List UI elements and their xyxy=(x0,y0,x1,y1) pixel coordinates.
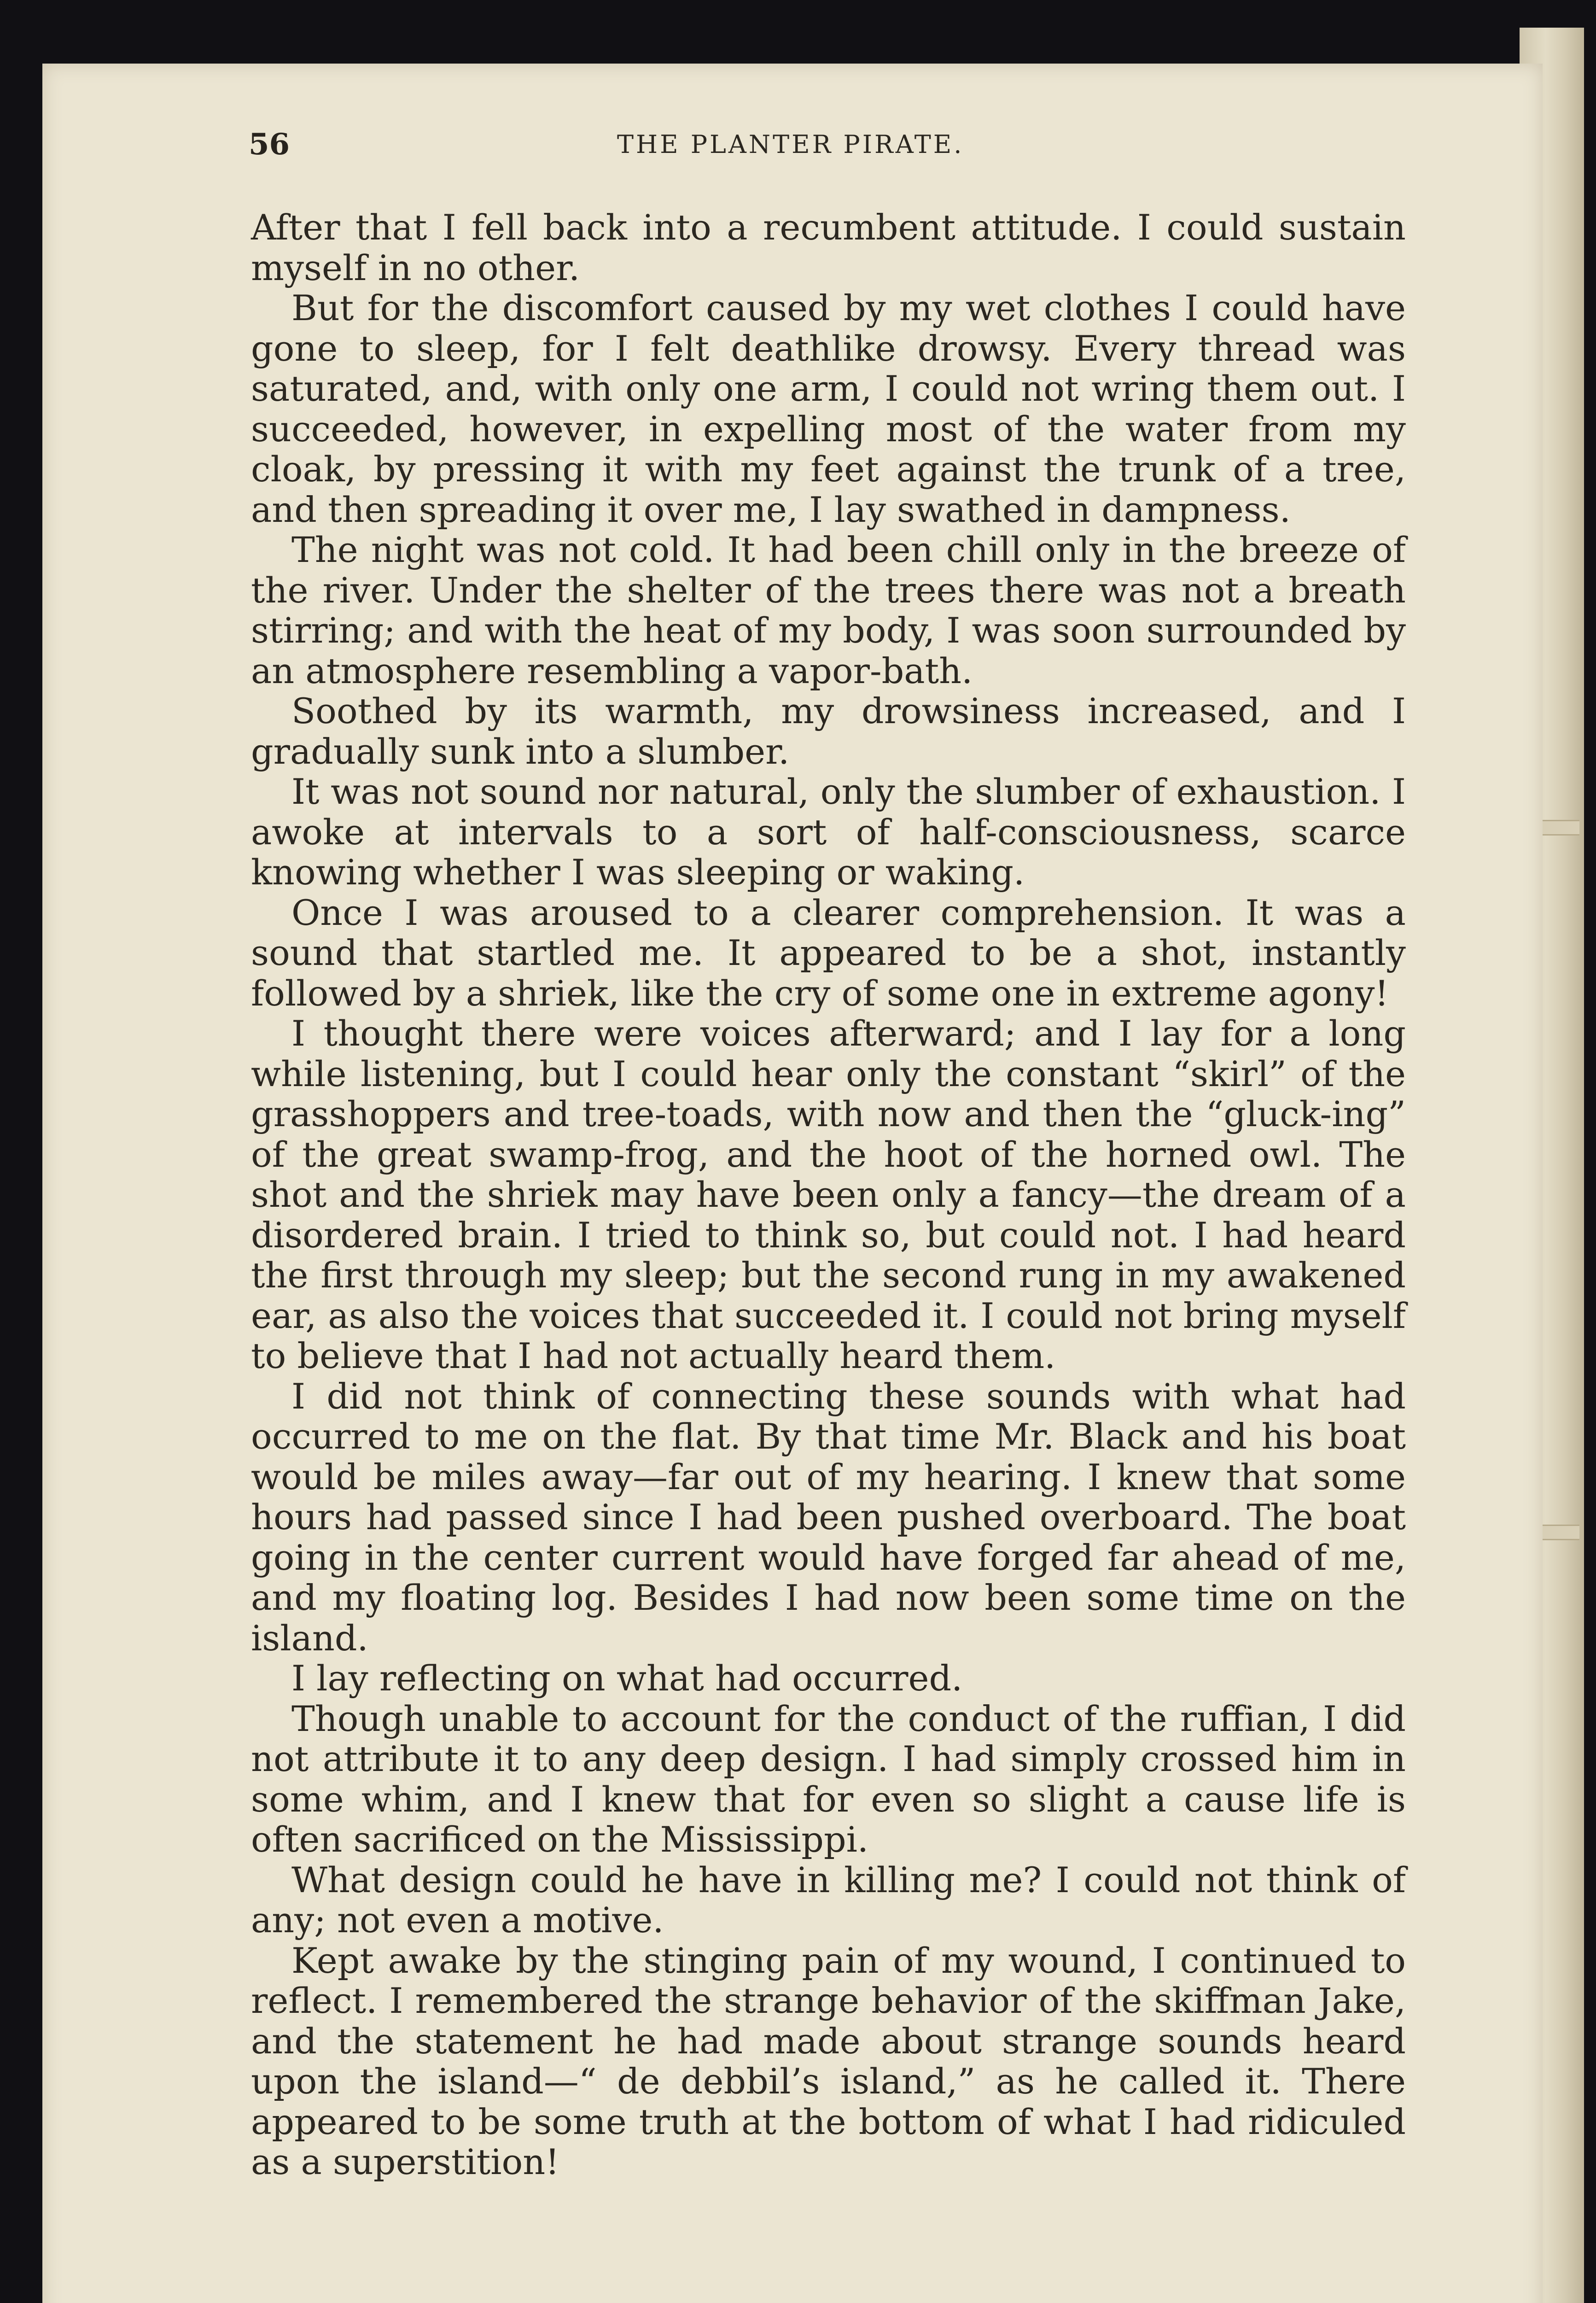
page-number: 56 xyxy=(249,127,290,162)
running-head xyxy=(249,127,1492,169)
paragraph: I did not think of connecting these sounds with what had occurred to me on the flat. By that time Mr. Black and his boat would be miles away—far out of my hearing. I knew that some hours had passed since I had been pushed overboard. The boat going in the center current would have forged far ahead of me, and my floating log. Besides I had now been some time on the island. xyxy=(251,1375,1406,1659)
paragraph: Kept awake by the stinging pain of my wound, I continued to reflect. I remembered the strange behavior of the skiffman Jake, and the statement he had made about strange sounds heard upon the island—“ de debbil’s island,” as he called it. There appeared to be some truth at the bottom of what I had ridiculed as a superstition! xyxy=(251,1940,1406,2182)
paragraph: Soothed by its warmth, my drowsiness increased, and I gradually sunk into a slumber. xyxy=(251,690,1406,772)
paragraph: I lay reflecting on what had occurred. xyxy=(291,1658,963,1699)
body-text xyxy=(251,207,1406,2182)
paragraph: But for the discomfort caused by my wet clothes I could have gone to sleep, for I felt deathlike drowsy. Every thread was saturated, and, with only one arm, I could not wring them out. I succeeded, however, in expelling most of the water from my cloak, by pressing it with my feet against the trunk of a tree, and then spreading it over me, I lay swathed in dampness. xyxy=(251,287,1406,530)
paragraph: It was not sound nor natural, only the slumber of exhaustion. I awoke at intervals to a sort of half-consciousness, scarce knowing whether I was sleeping or waking. xyxy=(251,771,1406,893)
paragraph: After that I fell back into a recumbent attitude. I could sustain myself in no other. xyxy=(251,207,1406,288)
paragraph: Though unable to account for the conduct of the ruffian, I did not attribute it to any deep design. I had simply crossed him in some whim, and I knew that for even so slight a cause life is often sacrificed on the Mississippi. xyxy=(251,1698,1406,1860)
paragraph: What design could he have in killing me? I could not think of any; not even a motive. xyxy=(251,1859,1406,1941)
paragraph: I thought there were voices afterward; and I lay for a long while listening, but I could hear only the constant “skirl” of the grasshoppers and tree-toads, with now and then the “gluck-ing” of the great swamp-frog, and the hoot of the horned owl. The shot and the shriek may have been only a fancy—the dream of a disordered brain. I tried to think so, but could not. I had heard the first through my sleep; but the second rung in my awakened ear, as also the voices that succeeded it. I could not bring myself to believe that I had not actually heard them. xyxy=(251,1013,1406,1376)
paragraph: The night was not cold. It had been chill only in the breeze of the river. Under the shelter of the trees there was not a breath stirring; and with the heat of my body, I was soon surrounded by an atmosphere resembling a vapor-bath. xyxy=(251,529,1406,691)
paragraph: Once I was aroused to a clearer comprehension. It was a sound that startled me. It appeared to be a shot, instantly followed by a shriek, like the cry of some one in extreme agony! xyxy=(251,892,1406,1014)
running-title: THE PLANTER PIRATE. xyxy=(617,130,964,159)
